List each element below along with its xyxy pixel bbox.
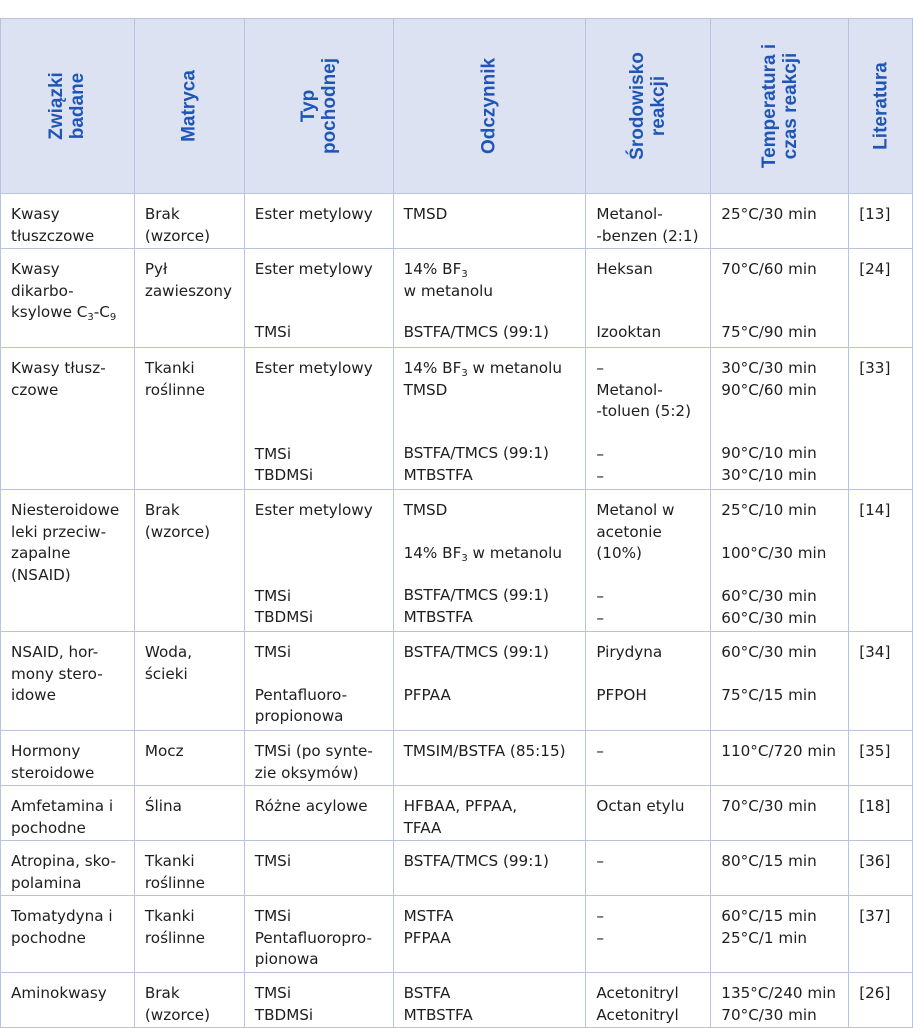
text-part: -C: [93, 303, 110, 322]
subscript: 9: [109, 312, 117, 324]
cell-text: roślinne: [144, 380, 206, 399]
header-temperatura: [711, 19, 849, 194]
cell-text: –: [596, 359, 604, 377]
cell-text: 100°C/30 min: [721, 544, 827, 563]
cell-text: 60°C/30 min: [721, 587, 817, 606]
cell-text: ścieki: [144, 664, 188, 683]
cell-text: czowe: [11, 380, 59, 399]
cell-text: MSTFA: [403, 907, 454, 925]
cell-text: Izooktan: [596, 322, 662, 341]
cell-text: 60°C/30 min: [721, 643, 817, 661]
cell-text: Heksan: [596, 260, 653, 278]
cell-odczynnik: [393, 896, 586, 973]
cell-text: Acetonitryl: [596, 984, 679, 1002]
cell-text: –: [596, 445, 604, 464]
cell-zwiazki: [1, 786, 135, 841]
cell-srodowisko: [586, 973, 711, 1028]
cell-text: –: [596, 852, 604, 870]
cell-temperatura: [711, 973, 849, 1028]
header-label: Odczynnik: [478, 57, 500, 155]
cell-text: MTBSTFA: [403, 1005, 473, 1024]
table-row: [1, 632, 913, 731]
cell-text: (NSAID): [11, 566, 71, 585]
cell-text: [36]: [859, 852, 891, 870]
cell-text: leki przeciw-: [11, 522, 107, 541]
table-header: [1, 19, 913, 194]
table-row: [1, 973, 913, 1028]
cell-srodowisko: [586, 490, 711, 632]
cell-temperatura: [711, 348, 849, 490]
text-part: w metanolu: [467, 543, 562, 562]
cell-text: 75°C/15 min: [721, 685, 817, 704]
cell-text: NSAID, hor-: [11, 643, 99, 661]
cell-matryca: [134, 348, 244, 490]
cell-text: 90°C/60 min: [721, 380, 817, 399]
cell-text: TMSi: [254, 444, 292, 463]
cell-typ: [244, 490, 393, 632]
cell-text: PFPAA: [403, 685, 451, 704]
cell-text: BSTFA/TMCS (99:1): [403, 586, 549, 605]
cell-text: Ester metylowy: [254, 359, 373, 377]
cell-text: Ślina: [144, 797, 182, 815]
cell-srodowisko: [586, 249, 711, 348]
cell-text: pochodne: [11, 928, 86, 947]
cell-text: TBDMSi: [254, 466, 314, 485]
cell-text: 30°C/30 min: [721, 359, 817, 377]
cell-text: acetonie: [596, 522, 662, 541]
table-row: [1, 194, 913, 249]
cell-text: polamina: [11, 873, 82, 892]
text-part: 14% BF: [403, 543, 462, 562]
cell-srodowisko: [586, 731, 711, 786]
cell-text: Brak: [144, 501, 180, 519]
cell-text: dikarbo-: [11, 281, 74, 300]
cell-typ: [244, 786, 393, 841]
cell-text: TMSi: [254, 907, 292, 925]
cell-zwiazki: [1, 973, 135, 1028]
cell-temperatura: [711, 731, 849, 786]
table-row: [1, 348, 913, 490]
cell-text: TFAA: [403, 818, 442, 837]
cell-text: Tkanki: [144, 852, 195, 870]
table-row: [1, 896, 913, 973]
table-row: [1, 490, 913, 632]
cell-text: HFBAA, PFPAA,: [403, 797, 518, 815]
cell-temperatura: [711, 786, 849, 841]
cell-text: tłuszczowe: [11, 226, 95, 245]
cell-text: 60°C/15 min: [721, 907, 817, 925]
cell-text: TMSi: [254, 322, 292, 341]
cell-text: BSTFA/TMCS (99:1): [403, 852, 549, 870]
text-part: 14% BF: [403, 260, 462, 278]
cell-text: Aminokwasy: [11, 984, 107, 1002]
cell-text: 135°C/240 min: [721, 984, 837, 1002]
cell-text: [13]: [859, 205, 891, 223]
subscript: 3: [461, 269, 468, 280]
cell-text: Ester metylowy: [254, 501, 373, 519]
cell-matryca: [134, 973, 244, 1028]
cell-odczynnik: [393, 194, 586, 249]
cell-odczynnik: [393, 348, 586, 490]
subscript: 3: [461, 368, 468, 379]
cell-literatura: [849, 731, 913, 786]
cell-zwiazki: [1, 896, 135, 973]
cell-text: –: [596, 907, 604, 925]
cell-typ: [244, 249, 393, 348]
cell-text: –: [596, 742, 604, 760]
cell-text: [37]: [859, 907, 891, 925]
cell-text-formula: [404, 543, 578, 565]
cell-text: Ester metylowy: [254, 260, 373, 278]
cell-zwiazki: [1, 194, 135, 249]
cell-text: BSTFA/TMCS (99:1): [403, 323, 549, 342]
cell-odczynnik: [393, 249, 586, 348]
cell-literatura: [849, 973, 913, 1028]
cell-text: TMSD: [403, 380, 448, 399]
cell-text: (wzorce): [144, 226, 211, 245]
cell-matryca: [134, 896, 244, 973]
cell-text: Kwasy: [11, 205, 60, 223]
cell-temperatura: [711, 194, 849, 249]
cell-text: Tkanki: [144, 907, 195, 925]
cell-text-formula: [11, 302, 126, 324]
cell-text: 70°C/30 min: [721, 1005, 817, 1024]
cell-text: BSTFA/TMCS (99:1): [403, 643, 549, 661]
cell-temperatura: [711, 490, 849, 632]
cell-text: Ester metylowy: [254, 205, 373, 223]
text-part: w metanolu: [467, 359, 562, 377]
cell-text: TMSi: [254, 643, 292, 661]
cell-text: -toluen (5:2): [596, 402, 692, 421]
cell-text: [721, 522, 840, 544]
cell-typ: [244, 348, 393, 490]
cell-srodowisko: [586, 896, 711, 973]
cell-text: steroidowe: [11, 763, 95, 782]
table-row: [1, 249, 913, 348]
header-label: Temperatura i czas reakcji: [758, 43, 801, 169]
header-label: Związki badane: [46, 72, 89, 140]
table-row: [1, 841, 913, 896]
cell-text: Pirydyna: [596, 643, 663, 661]
cell-odczynnik: [393, 841, 586, 896]
cell-srodowisko: [586, 841, 711, 896]
cell-text: Tkanki: [144, 359, 195, 377]
cell-zwiazki: [1, 731, 135, 786]
cell-text: roślinne: [144, 873, 206, 892]
cell-text: TMSIM/BSTFA (85:15): [403, 742, 566, 760]
cell-text-formula: [404, 358, 578, 380]
cell-matryca: [134, 632, 244, 731]
cell-srodowisko: [586, 194, 711, 249]
cell-zwiazki: [1, 249, 135, 348]
cell-text: Brak: [144, 984, 180, 1002]
cell-text: TMSi: [254, 586, 292, 605]
cell-text: (10%): [596, 544, 642, 563]
text-part: 14% BF: [403, 359, 462, 377]
cell-text: [14]: [859, 501, 891, 519]
cell-text: 90°C/10 min: [721, 444, 817, 463]
cell-literatura: [849, 632, 913, 731]
cell-text: 75°C/90 min: [721, 322, 817, 341]
cell-text: [34]: [859, 643, 891, 661]
header-literatura: [849, 19, 913, 194]
derivatization-table: [0, 18, 913, 1028]
cell-text: (wzorce): [144, 1005, 211, 1024]
cell-text: zapalne: [11, 544, 71, 563]
cell-text: Atropina, sko-: [11, 852, 116, 870]
cell-matryca: [134, 490, 244, 632]
cell-zwiazki: [1, 348, 135, 490]
cell-odczynnik: [393, 973, 586, 1028]
cell-text: -benzen (2:1): [596, 226, 699, 245]
cell-literatura: [849, 194, 913, 249]
cell-text-formula: [404, 259, 578, 281]
cell-text: TMSi: [254, 984, 292, 1002]
header-srodowisko: [586, 19, 711, 194]
cell-text: –: [596, 587, 604, 606]
cell-text: 70°C/30 min: [721, 797, 817, 815]
cell-text: roślinne: [144, 928, 206, 947]
cell-text: w metanolu: [403, 281, 493, 300]
cell-text: Brak: [144, 205, 180, 223]
cell-text: Niesteroidowe: [11, 501, 120, 519]
cell-text: 30°C/10 min: [721, 466, 817, 485]
header-zwiazki: [1, 19, 135, 194]
cell-odczynnik: [393, 632, 586, 731]
cell-zwiazki: [1, 841, 135, 896]
cell-text: TMSD: [403, 205, 448, 223]
cell-temperatura: [711, 841, 849, 896]
cell-matryca: [134, 731, 244, 786]
cell-text: Tomatydyna i: [11, 907, 113, 925]
cell-text: [24]: [859, 260, 891, 278]
cell-text: 110°C/720 min: [721, 742, 837, 760]
cell-odczynnik: [393, 490, 586, 632]
header-odczynnik: [393, 19, 586, 194]
cell-text: TBDMSi: [254, 1005, 314, 1024]
cell-literatura: [849, 896, 913, 973]
cell-zwiazki: [1, 632, 135, 731]
cell-text: [35]: [859, 742, 891, 760]
cell-text: TMSD: [403, 501, 448, 519]
cell-text: PFPOH: [596, 685, 647, 704]
cell-text: MTBSTFA: [403, 466, 473, 485]
cell-text: 25°C/10 min: [721, 501, 817, 519]
cell-text: Kwasy tłusz-: [11, 359, 106, 377]
cell-text: 80°C/15 min: [721, 852, 817, 870]
cell-text: Kwasy: [11, 260, 60, 278]
cell-text: Metanol w: [596, 501, 675, 519]
cell-text: MTBSTFA: [403, 608, 473, 627]
header-label: Typ pochodnej: [297, 57, 340, 155]
cell-text: –: [596, 928, 604, 947]
cell-typ: [244, 194, 393, 249]
cell-text: Acetonitryl: [596, 1005, 679, 1024]
cell-text: Mocz: [144, 742, 184, 760]
cell-text: TMSi: [254, 852, 292, 870]
cell-typ: [244, 841, 393, 896]
table-row: [1, 786, 913, 841]
header-label: Literatura: [870, 62, 892, 150]
cell-text: mony stero-: [11, 664, 103, 683]
cell-text: Octan etylu: [596, 797, 685, 815]
cell-temperatura: [711, 632, 849, 731]
cell-typ: [244, 973, 393, 1028]
cell-text: Metanol-: [596, 205, 663, 223]
cell-text: 70°C/60 min: [721, 260, 817, 278]
table-row: [1, 731, 913, 786]
cell-typ: [244, 632, 393, 731]
cell-text: Pentafluoro-: [254, 685, 348, 704]
cell-odczynnik: [393, 731, 586, 786]
header-label: Środowisko reakcji: [627, 52, 670, 160]
cell-matryca: [134, 194, 244, 249]
cell-literatura: [849, 348, 913, 490]
cell-text: pochodne: [11, 818, 86, 837]
cell-srodowisko: [586, 632, 711, 731]
cell-srodowisko: [586, 786, 711, 841]
cell-text: pionowa: [254, 950, 319, 969]
cell-text: zawieszony: [144, 281, 232, 300]
cell-text: BSTFA: [403, 984, 451, 1002]
cell-text: 60°C/30 min: [721, 608, 817, 627]
cell-text: idowe: [11, 686, 56, 705]
header-label: Matryca: [178, 70, 200, 142]
cell-text: [18]: [859, 797, 891, 815]
subscript: 3: [461, 552, 468, 564]
cell-temperatura: [711, 896, 849, 973]
cell-text: PFPAA: [403, 928, 451, 947]
header-typ: [244, 19, 393, 194]
cell-text: Amfetamina i: [11, 797, 114, 815]
cell-text: TMSi (po synte-: [254, 742, 373, 760]
cell-text: Pył: [144, 260, 168, 278]
cell-text: TBDMSi: [254, 608, 314, 627]
cell-matryca: [134, 841, 244, 896]
cell-text: [33]: [859, 359, 891, 377]
cell-typ: [244, 731, 393, 786]
cell-text: [26]: [859, 984, 891, 1002]
subscript: 3: [87, 312, 94, 324]
cell-text: Różne acylowe: [254, 797, 368, 815]
text-part: ksylowe C: [11, 303, 88, 322]
cell-literatura: [849, 249, 913, 348]
header-matryca: [134, 19, 244, 194]
cell-text: Hormony: [11, 742, 81, 760]
cell-odczynnik: [393, 786, 586, 841]
cell-text: (wzorce): [144, 522, 211, 541]
cell-matryca: [134, 249, 244, 348]
cell-text: BSTFA/TMCS (99:1): [403, 444, 549, 463]
cell-srodowisko: [586, 348, 711, 490]
cell-text: 25°C/30 min: [721, 205, 817, 223]
cell-matryca: [134, 786, 244, 841]
cell-text: Woda,: [144, 643, 193, 661]
cell-text: –: [596, 608, 604, 627]
cell-temperatura: [711, 249, 849, 348]
cell-text: zie oksymów): [254, 763, 359, 782]
cell-text: Metanol-: [596, 380, 663, 399]
cell-literatura: [849, 786, 913, 841]
cell-text: Pentafluoropro-: [254, 928, 372, 947]
cell-literatura: [849, 841, 913, 896]
cell-zwiazki: [1, 490, 135, 632]
cell-text: –: [596, 466, 604, 485]
cell-typ: [244, 896, 393, 973]
cell-text: propionowa: [254, 707, 344, 726]
cell-text: 25°C/1 min: [721, 928, 808, 947]
cell-literatura: [849, 490, 913, 632]
